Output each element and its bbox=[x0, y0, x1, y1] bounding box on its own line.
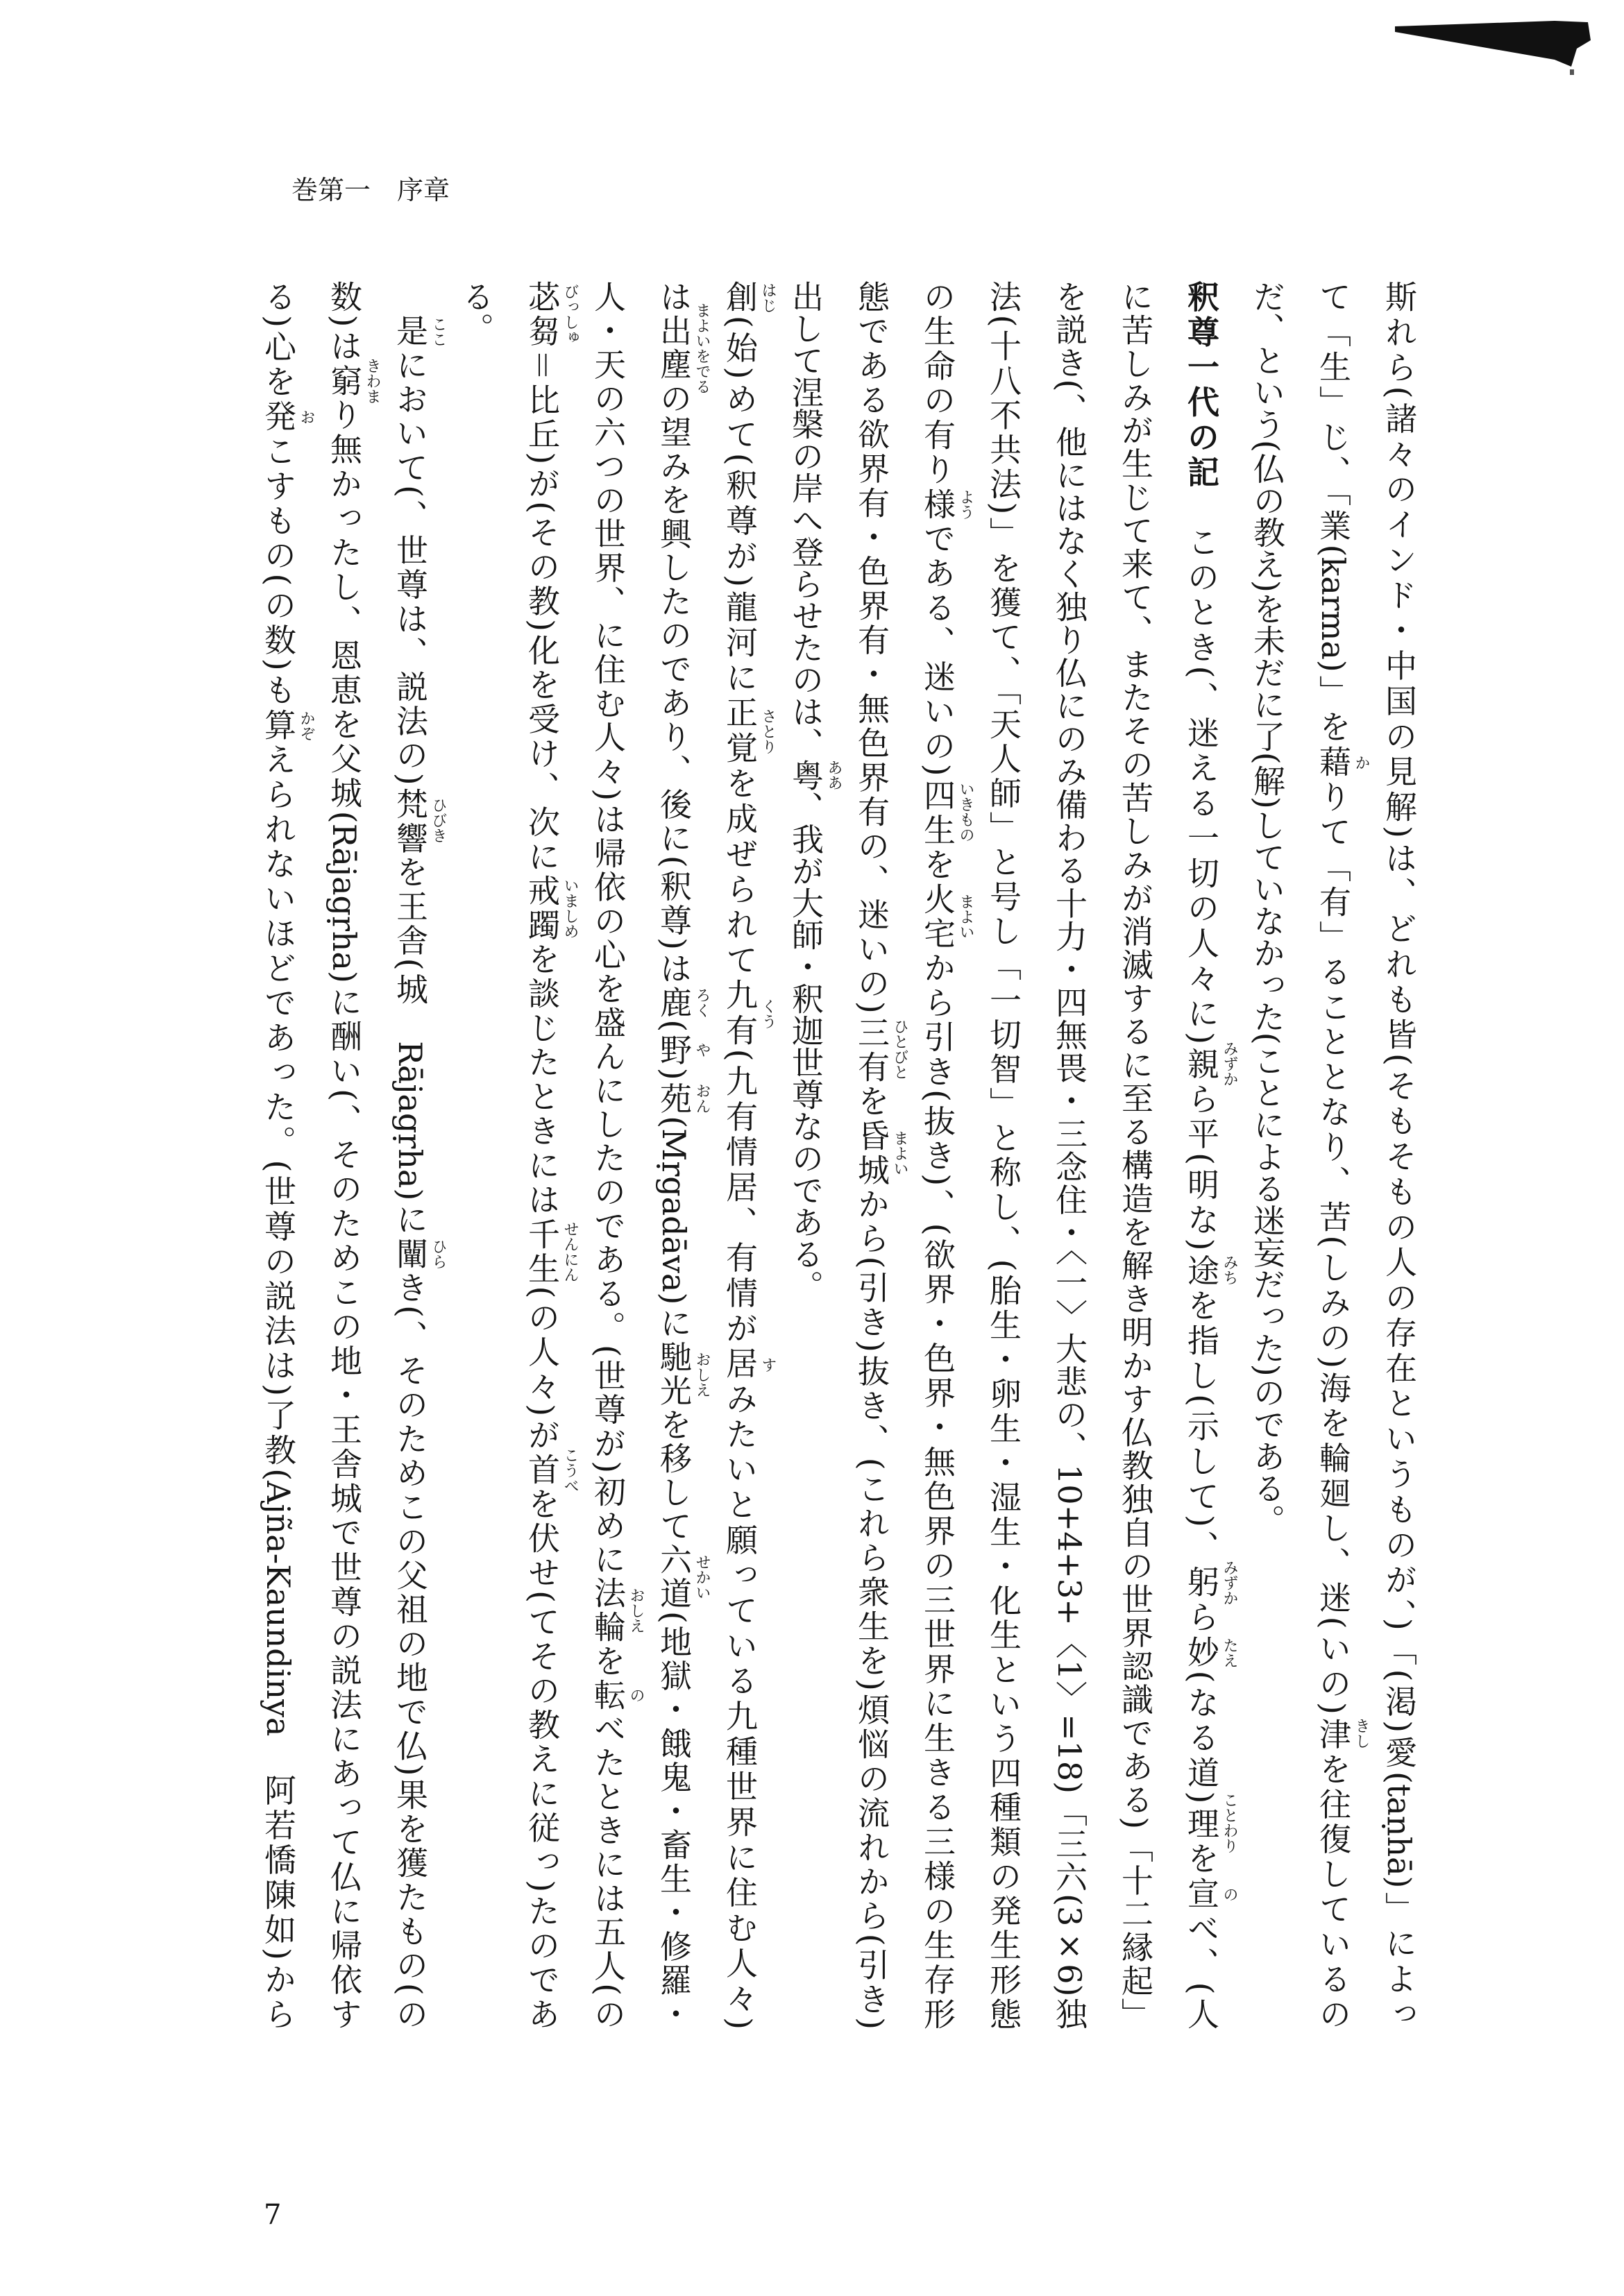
ruby-base: 窮 bbox=[325, 364, 363, 399]
text-run: る)心を bbox=[260, 280, 297, 400]
ruby-annotation bbox=[1314, 745, 1370, 781]
ruby-annotation bbox=[721, 1347, 777, 1383]
text-column-5 bbox=[1115, 280, 1156, 2030]
ruby-base: 鹿 bbox=[655, 985, 693, 1020]
ruby-text: の bbox=[1221, 1887, 1238, 1903]
ruby-base: 正覚 bbox=[721, 696, 759, 767]
text-run: (九有情居、有情が bbox=[721, 1048, 759, 1347]
ruby-text: くう bbox=[759, 998, 777, 1029]
ruby-annotation bbox=[523, 280, 579, 349]
text-column-2 bbox=[1312, 280, 1370, 2030]
text-column-18 bbox=[257, 280, 315, 2030]
ruby-text: よう bbox=[957, 489, 974, 520]
ruby-annotation bbox=[1183, 1560, 1238, 1606]
text-run: こすもの(の数)も bbox=[260, 434, 297, 708]
ruby-base: 親 bbox=[1183, 1044, 1220, 1083]
text-run: りて「有」ることとなり、苦(しみの)海を輪廻し、迷(いの) bbox=[1314, 780, 1352, 1715]
text-run: 数)は bbox=[325, 280, 363, 364]
text-run: る。 bbox=[457, 280, 495, 344]
text-run: このとき(、迷える一切の人々に) bbox=[1183, 491, 1220, 1045]
ruby-base: 野 bbox=[655, 1032, 693, 1068]
ruby-base: 途 bbox=[1183, 1250, 1220, 1289]
text-run: を往復しているの bbox=[1314, 1752, 1352, 2030]
ruby-text: ここ bbox=[430, 316, 447, 347]
running-head: 巻第一 序章 bbox=[291, 175, 450, 205]
text-run: 斯れら(諸々のインド・中国の見解)は、どれも皆(そもそもの人の存在というものが、)「(渇)愛(taṇhā)」によっ bbox=[1380, 280, 1418, 2030]
ruby-text: さとり bbox=[759, 708, 777, 755]
text-run: 、我が大師・釈迦世尊なのである。 bbox=[787, 791, 824, 1302]
text-run: ＝比丘)が(その教)化を受け、次に bbox=[523, 348, 561, 874]
text-run: である、迷いの) bbox=[919, 522, 956, 776]
text-run: (地獄・餓鬼・畜生・修羅・ bbox=[655, 1610, 693, 2030]
text-column-13 bbox=[587, 280, 645, 2030]
text-run: べたときには五人(の bbox=[589, 1712, 627, 2030]
ruby-text: おん bbox=[693, 1082, 711, 1114]
ruby-text: いきもの bbox=[957, 781, 974, 843]
ruby-text: おしえ bbox=[627, 1588, 645, 1634]
text-run: (の人々)が bbox=[523, 1286, 561, 1454]
text-run: 人・天の六つの世界、に住む人々)は帰依の心を盛んにしたのである。(世尊が)初めに bbox=[589, 280, 627, 1577]
text-run: を説き(、他にはなく独り仏にのみ備わる十力・四無畏・三念住・〈一〉大悲の、10+4+3+〈1〉=18)「三六(3×6)独 bbox=[1051, 280, 1088, 2030]
ruby-text: や bbox=[693, 1042, 711, 1058]
ruby-base: 転 bbox=[589, 1678, 627, 1712]
ruby-text: ああ bbox=[825, 760, 843, 790]
text-column-4 bbox=[1181, 280, 1238, 2030]
ruby-base: 六道 bbox=[655, 1543, 693, 1611]
ruby-annotation bbox=[655, 302, 711, 394]
ruby-annotation bbox=[391, 314, 447, 349]
ruby-text: ろく bbox=[693, 987, 711, 1018]
ruby-base: 戒躅 bbox=[523, 874, 561, 943]
text-column-7 bbox=[983, 280, 1024, 2030]
ruby-text: きし bbox=[1353, 1718, 1370, 1749]
ruby-annotation bbox=[919, 882, 974, 952]
ruby-text: おしえ bbox=[693, 1351, 711, 1397]
ruby-base: 発 bbox=[260, 400, 297, 435]
ruby-text: ひびき bbox=[430, 797, 447, 844]
text-run: えられないほどであった。(世尊の説法は)了教(Ajña-Kaundinya 阿若憍陳如)から bbox=[260, 742, 297, 2030]
text-run: を成ぜられて bbox=[721, 767, 759, 979]
text-run: みたいと願っている九種世界に住む人々) bbox=[721, 1382, 759, 2030]
ruby-base: 宣 bbox=[1183, 1877, 1220, 1912]
text-run: を伏せ(てその教えに従っ)たのであ bbox=[523, 1487, 561, 2030]
ruby-base: 算 bbox=[260, 708, 297, 743]
text-run: から(引き)抜き、(これら衆生を)煩悩の流れから(引き) bbox=[853, 1187, 890, 2030]
ruby-annotation bbox=[391, 1236, 447, 1271]
ruby-annotation bbox=[655, 1080, 711, 1116]
ruby-annotation bbox=[721, 280, 777, 316]
ruby-annotation bbox=[260, 708, 315, 743]
ruby-base: 居 bbox=[721, 1347, 759, 1383]
ruby-annotation bbox=[1314, 1714, 1370, 1753]
ruby-base: 闡 bbox=[391, 1236, 429, 1271]
page-number: 7 bbox=[264, 2199, 282, 2231]
text-run: を bbox=[589, 1644, 627, 1678]
text-run: き(、そのためこの父祖の地で仏)果を獲たもの(の bbox=[391, 1270, 429, 2030]
text-run: において(、世尊は、説法の) bbox=[391, 348, 429, 785]
ruby-annotation bbox=[1183, 1040, 1238, 1087]
ruby-text: たえ bbox=[1221, 1638, 1238, 1669]
ruby-text: せかい bbox=[693, 1554, 711, 1601]
ruby-base: 妙 bbox=[1183, 1635, 1220, 1671]
text-column-12 bbox=[653, 280, 711, 2030]
ruby-annotation bbox=[391, 785, 447, 856]
ruby-base: 藉 bbox=[1314, 745, 1352, 781]
ruby-text: の bbox=[627, 1687, 645, 1703]
ruby-text: ことわり bbox=[1221, 1792, 1238, 1853]
ruby-base: 三有 bbox=[853, 1013, 890, 1085]
text-run: を談じたときには bbox=[523, 942, 561, 1218]
text-run: の生命の有り bbox=[919, 280, 956, 488]
section-heading: 釈尊一代の記 bbox=[1183, 280, 1220, 491]
ruby-annotation bbox=[1183, 1635, 1238, 1671]
ruby-text: いましめ bbox=[561, 878, 579, 939]
ruby-annotation bbox=[655, 985, 711, 1020]
ruby-base: 理 bbox=[1183, 1803, 1220, 1842]
text-column-15 bbox=[455, 280, 497, 2030]
ruby-base: 千生 bbox=[523, 1217, 561, 1286]
ruby-annotation bbox=[853, 1013, 908, 1085]
ruby-base: 是 bbox=[391, 314, 429, 349]
text-run: を移して bbox=[655, 1408, 693, 1544]
text-run: の望みを興したのであり、後に(釈尊)は bbox=[655, 382, 693, 986]
ruby-annotation bbox=[721, 696, 777, 767]
text-run: 法(十八不共法)」を獲て、「天人師」と号し「一切智」と称し、(胎生・卵生・湿生・化生という四種類の発生形態 bbox=[985, 280, 1022, 2030]
text-run: を bbox=[1183, 1842, 1220, 1878]
ruby-annotation bbox=[853, 1119, 908, 1188]
ruby-base: 馳光 bbox=[655, 1340, 693, 1409]
text-run: だ、という(仏の教え)を未だに了(解)していなかった(ことによる迷妄だった)のである。 bbox=[1249, 280, 1286, 1536]
ruby-base: 法輪 bbox=[589, 1576, 627, 1645]
ruby-base: 梵響 bbox=[391, 785, 429, 856]
ruby-text: みずか bbox=[1221, 1560, 1238, 1606]
ruby-annotation bbox=[919, 776, 974, 848]
ruby-annotation bbox=[589, 1576, 645, 1645]
text-column-14 bbox=[521, 280, 579, 2030]
text-run: を bbox=[853, 1085, 890, 1119]
ruby-text: みずか bbox=[1221, 1040, 1238, 1087]
ruby-base: 昏城 bbox=[853, 1119, 890, 1188]
ruby-text: はじ bbox=[759, 282, 777, 314]
ruby-base: 首 bbox=[523, 1453, 561, 1488]
text-run: を bbox=[919, 847, 956, 883]
ruby-text: お bbox=[298, 409, 315, 425]
text-column-1 bbox=[1378, 280, 1420, 2030]
text-run: べ、(人 bbox=[1183, 1912, 1220, 2030]
text-run: に苦しみが生じて来て、またその苦しみが消滅するに至る構造を解き明かす仏教独自の世界認識である)「十二縁起」 bbox=[1117, 280, 1154, 2030]
text-run: り無かったし、恩恵を父城(Rājagṛha)に酬い(、そのためこの地・王舎城で世尊の説法にあって仏に帰依す bbox=[325, 398, 363, 2030]
ruby-annotation bbox=[1183, 1792, 1238, 1853]
ruby-base: 粤 bbox=[787, 759, 824, 791]
ruby-text: かぞ bbox=[298, 710, 315, 741]
text-run: 出して涅槃の岸へ登らせたのは、 bbox=[787, 280, 824, 759]
ruby-base: 苾芻 bbox=[523, 280, 561, 349]
ruby-annotation bbox=[919, 487, 974, 522]
ruby-base: 四生 bbox=[919, 776, 956, 848]
text-run: (なる道) bbox=[1183, 1670, 1220, 1804]
ruby-annotation bbox=[721, 978, 777, 1049]
ruby-annotation bbox=[523, 1447, 579, 1493]
text-column-17 bbox=[323, 280, 381, 2030]
ruby-base: 火宅 bbox=[919, 882, 956, 952]
text-column-10 bbox=[785, 280, 843, 2030]
scan-edge-mark bbox=[0, 0, 1624, 97]
ruby-text: ひとびと bbox=[891, 1019, 908, 1080]
ruby-text: まよい bbox=[891, 1130, 908, 1177]
text-run: ( bbox=[655, 1019, 693, 1032]
ruby-text: せんにん bbox=[561, 1221, 579, 1282]
text-column-8 bbox=[917, 280, 974, 2030]
ruby-text: びっしゅ bbox=[561, 284, 579, 346]
ruby-text: みち bbox=[1221, 1255, 1238, 1286]
text-run: から引き(抜き)、(欲界・色界・無色界の三世界に生きる三様の生存形 bbox=[919, 951, 956, 2030]
text-run: ら平(明な) bbox=[1183, 1082, 1220, 1251]
ruby-text: まよいをでる bbox=[693, 302, 711, 394]
text-column-3 bbox=[1246, 280, 1288, 2030]
text-column-16 bbox=[389, 280, 447, 2030]
ruby-annotation bbox=[589, 1678, 645, 1712]
text-column-9 bbox=[851, 280, 908, 2030]
ruby-text: まよい bbox=[957, 894, 974, 940]
text-run: ら bbox=[1183, 1600, 1220, 1636]
text-run bbox=[391, 280, 429, 314]
ruby-text: ひら bbox=[430, 1239, 447, 1270]
text-run: て「生」じ、「業(karma)」を bbox=[1314, 280, 1352, 746]
text-run: ) bbox=[655, 1067, 693, 1080]
ruby-base: 躬 bbox=[1183, 1565, 1220, 1601]
text-run: は bbox=[655, 280, 693, 314]
ruby-annotation bbox=[523, 1217, 579, 1286]
text-run: 態である欲界有・色界有・無色界有の、迷いの) bbox=[853, 280, 890, 1014]
ruby-text: す bbox=[759, 1357, 777, 1372]
ruby-annotation bbox=[655, 1340, 711, 1409]
ruby-text: か bbox=[1353, 755, 1370, 771]
text-column-11 bbox=[719, 280, 777, 2030]
text-run: (始)めて(釈尊が)龍河に bbox=[721, 315, 759, 697]
ruby-annotation bbox=[787, 759, 843, 791]
ruby-text: こうべ bbox=[561, 1447, 579, 1493]
text-run: (Mṛgadāva)に bbox=[655, 1116, 693, 1341]
ruby-base: 創 bbox=[721, 280, 759, 316]
text-column-6 bbox=[1049, 280, 1090, 2030]
ruby-base: 津 bbox=[1314, 1714, 1352, 1753]
ruby-base: 出塵 bbox=[655, 314, 693, 382]
ruby-annotation bbox=[1183, 1877, 1238, 1912]
ruby-base: 九有 bbox=[721, 978, 759, 1049]
ruby-text: きわま bbox=[364, 358, 381, 405]
ruby-base: 苑 bbox=[655, 1080, 693, 1116]
ruby-annotation bbox=[523, 874, 579, 943]
ruby-annotation bbox=[325, 358, 381, 405]
ruby-annotation bbox=[655, 1543, 711, 1611]
ruby-annotation bbox=[260, 400, 315, 435]
ruby-base: 様 bbox=[919, 487, 956, 522]
ruby-annotation bbox=[1183, 1250, 1238, 1289]
text-run: を王舎(城 Rājagṛha)に bbox=[391, 856, 429, 1237]
ruby-annotation bbox=[655, 1032, 711, 1068]
text-run: を指し(示して)、 bbox=[1183, 1289, 1220, 1566]
